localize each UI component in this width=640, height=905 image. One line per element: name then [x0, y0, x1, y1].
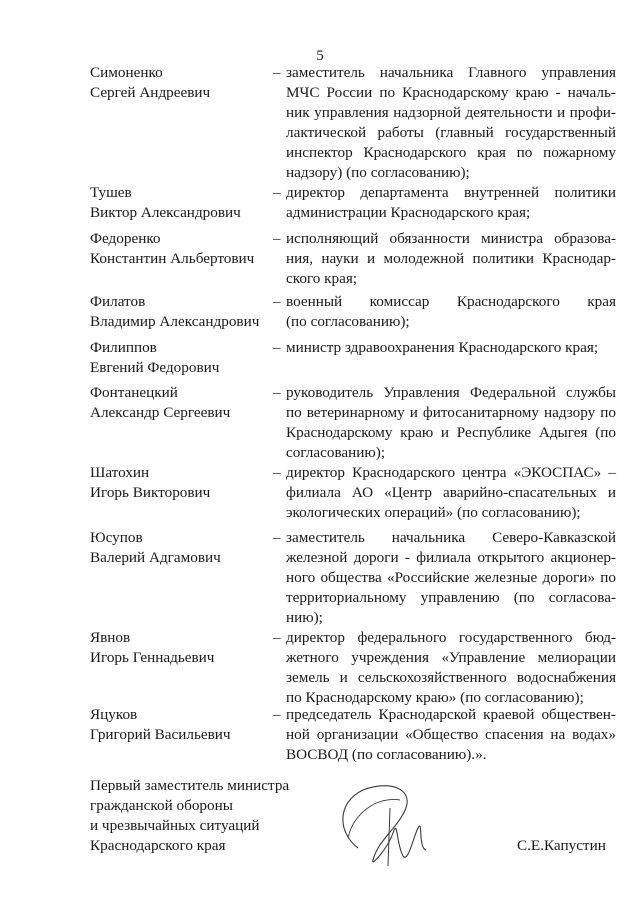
member-name-line: Григорий Васильевич — [90, 726, 231, 743]
dash: – — [273, 529, 281, 546]
member-position-line: директор Краснодарского центра «ЭКОСПАС» – — [286, 464, 616, 481]
member-name — [90, 705, 275, 745]
member-name-line: Федоренко — [90, 230, 161, 247]
member-name-line: Игорь Геннадьевич — [90, 649, 215, 666]
member-position — [286, 338, 616, 358]
member-position-line: ского края; — [286, 270, 358, 287]
member-position-line: исполняющий обязанности министра образова- — [286, 230, 616, 247]
member-name-line: Шатохин — [90, 464, 150, 481]
member-name — [90, 183, 275, 223]
member-position-line: лактической работы (главный государственный — [286, 124, 616, 141]
member-position-line: директор департамента внутренней политики — [286, 184, 616, 201]
member-name-line: Филатов — [90, 293, 146, 310]
member-position-line: директор федерального государственного бюд- — [286, 629, 616, 646]
dash: – — [273, 339, 281, 356]
signature-line: Краснодарского края — [90, 837, 226, 854]
member-position-line: ного общества «Российские железные дороги» по — [286, 569, 616, 586]
member-position-line: железной дороги - филиала открытого акционер- — [286, 549, 616, 566]
member-position-line: инспектор Краснодарского края по пожарному — [286, 144, 616, 161]
member-position-line: ник управления надзорной деятельности и профи- — [286, 104, 616, 121]
dash: – — [273, 184, 281, 201]
dash: – — [273, 464, 281, 481]
member-name — [90, 528, 275, 568]
member-name — [90, 383, 275, 423]
member-position-line: по ветеринарному и фитосанитарному надзору по — [286, 404, 616, 421]
member-position — [286, 183, 616, 223]
member-position-line: военный комиссар Краснодарского края — [286, 293, 616, 310]
member-name-line: Филиппов — [90, 339, 157, 356]
member-position-line: по Краснодарскому краю» (по согласованию); — [286, 689, 584, 706]
dash: – — [273, 64, 281, 81]
member-name-line: Фонтанецкий — [90, 384, 178, 401]
signature-line: Первый заместитель министра — [90, 777, 290, 794]
member-name — [90, 292, 275, 332]
member-name-line: Тушев — [90, 184, 132, 201]
member-position-line: филиала АО «Центр аварийно-спасательных и — [286, 484, 616, 501]
member-name-line: Евгений Федорович — [90, 359, 220, 376]
member-position-line: экологических операций» (по согласованию); — [286, 504, 581, 521]
member-position-line: руководитель Управления Федеральной службы — [286, 384, 616, 401]
member-position-line: Краснодарскому краю и Республике Адыгея (по — [286, 424, 616, 441]
member-name — [90, 229, 275, 269]
member-position — [286, 705, 616, 765]
member-position — [286, 463, 616, 523]
page-number: 5 — [316, 48, 324, 64]
member-position — [286, 528, 616, 628]
member-name — [90, 628, 275, 668]
member-position-line: ВОСВОД (по согласованию).». — [286, 746, 487, 763]
member-position-line: согласованию); — [286, 444, 386, 461]
signature-line: и чрезвычайных ситуаций — [90, 817, 260, 834]
member-name-line: Игорь Викторович — [90, 484, 211, 501]
dash: – — [273, 230, 281, 247]
member-position-line: ной организации «Общество спасения на водах» — [286, 726, 616, 743]
member-position-line: министр здравоохранения Краснодарского края; — [286, 339, 599, 356]
member-name — [90, 463, 275, 503]
member-position-line: территориальному управлению (по согласова- — [286, 589, 616, 606]
member-name-line: Константин Альбертович — [90, 250, 255, 267]
dash: – — [273, 293, 281, 310]
member-position-line: администрации Краснодарского края; — [286, 204, 531, 221]
member-position-line: надзору) (по согласованию); — [286, 164, 470, 181]
member-position-line: председатель Краснодарской краевой обществен- — [286, 706, 616, 723]
member-name — [90, 63, 275, 103]
dash: – — [273, 629, 281, 646]
dash: – — [273, 384, 281, 401]
member-position — [286, 628, 616, 708]
signature-block — [90, 776, 310, 856]
member-position-line: МЧС России по Краснодарскому краю - началь- — [286, 84, 616, 101]
member-position — [286, 229, 616, 289]
member-name-line: Виктор Александрович — [90, 204, 241, 221]
signer-name: С.Е.Капустин — [517, 837, 606, 854]
member-position-line: земель и сельскохозяйственного водоснабжения — [286, 669, 616, 686]
member-position-line: жетного учреждения «Управление мелиорации — [286, 649, 616, 666]
member-position — [286, 63, 616, 183]
handwritten-signature — [318, 778, 458, 874]
member-name-line: Явнов — [90, 629, 131, 646]
member-position — [286, 292, 616, 332]
member-name — [90, 338, 275, 378]
member-name-line: Сергей Андреевич — [90, 84, 211, 101]
member-position-line: ния, науки и молодежной политики Краснодар- — [286, 250, 616, 267]
member-name-line: Симоненко — [90, 64, 163, 81]
member-name-line: Валерий Адгамович — [90, 549, 221, 566]
member-position-line: (по согласованию); — [286, 313, 410, 330]
member-name-line: Юсупов — [90, 529, 143, 546]
member-position-line: нию); — [286, 609, 323, 626]
member-name-line: Яцуков — [90, 706, 138, 723]
member-name-line: Александр Сергеевич — [90, 404, 231, 421]
member-name-line: Владимир Александрович — [90, 313, 260, 330]
member-position-line: заместитель начальника Северо-Кавказской — [286, 529, 616, 546]
dash: – — [273, 706, 281, 723]
member-position-line: заместитель начальника Главного управления — [286, 64, 616, 81]
signature-line: гражданской обороны — [90, 797, 233, 814]
member-position — [286, 383, 616, 463]
